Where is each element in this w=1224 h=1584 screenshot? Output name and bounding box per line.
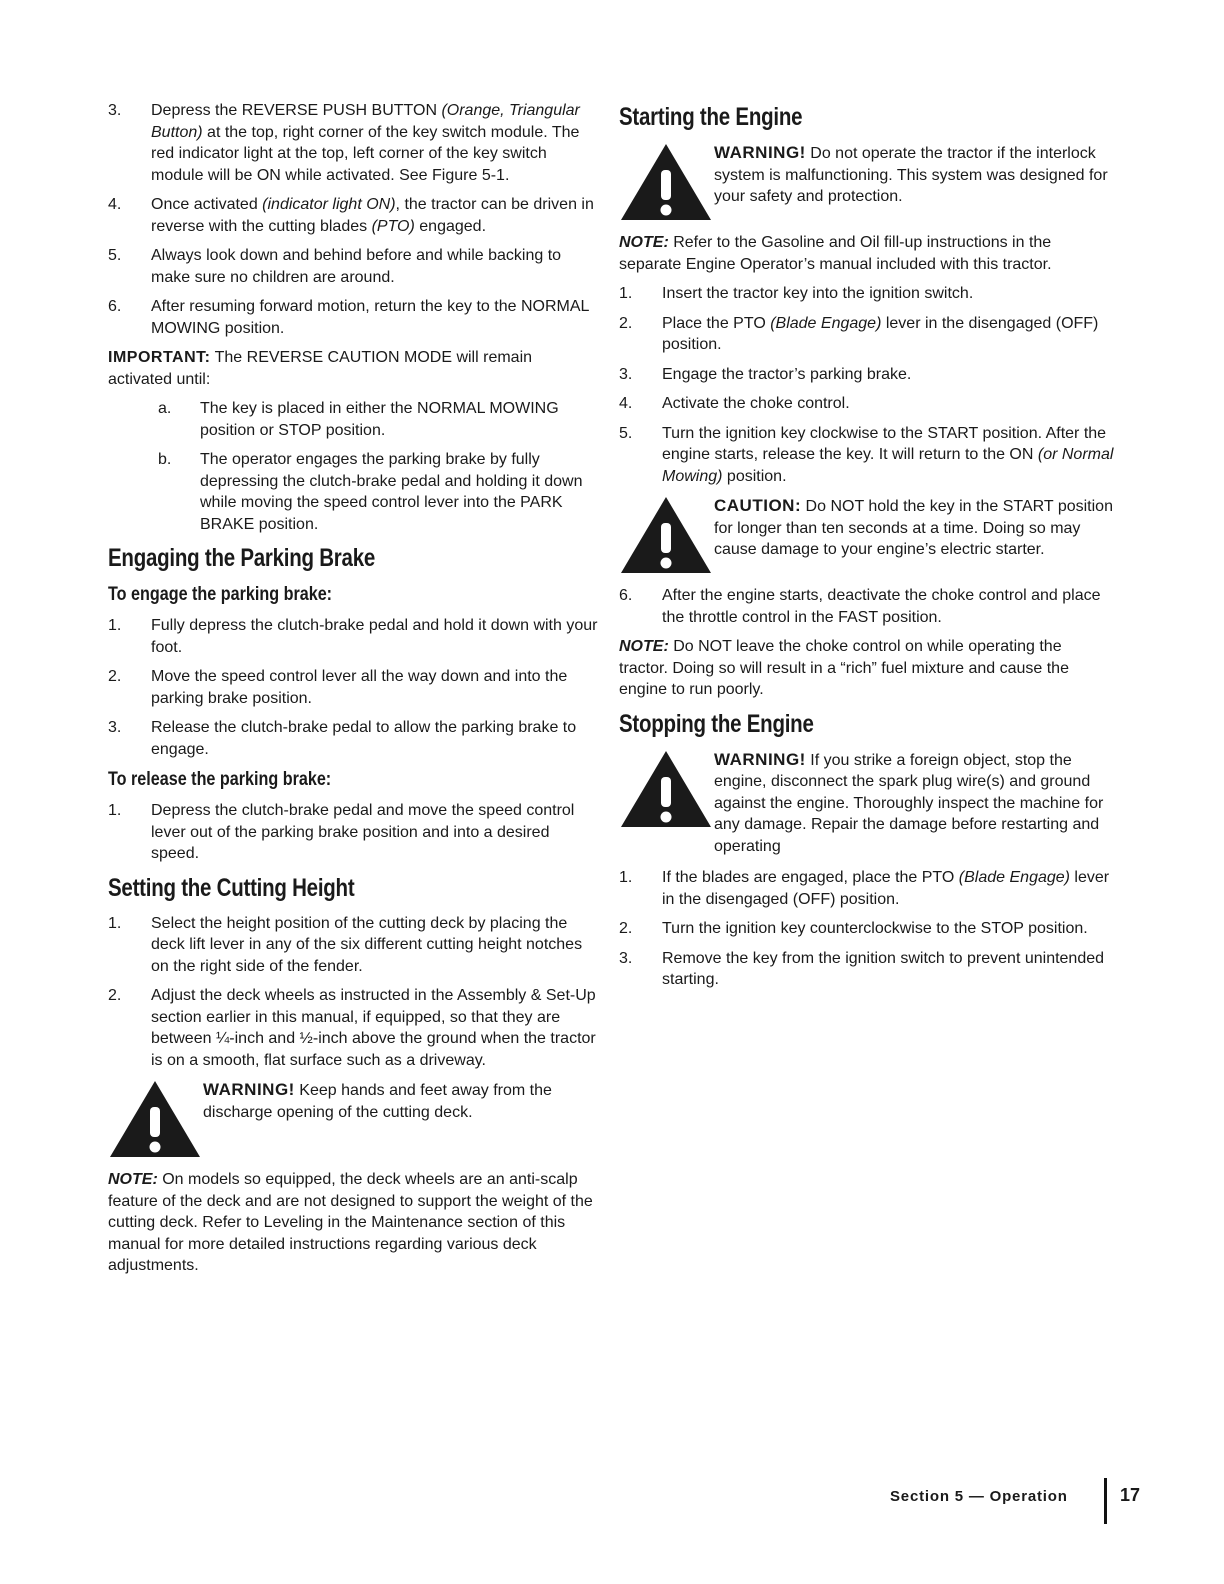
list-item: 5. Turn the ignition key clockwise to the START position. After the engine starts, release the key. It will return to the ON (or Normal Mowing) position. — [619, 424, 1114, 485]
warning-triangle-icon — [108, 1079, 203, 1159]
note-paragraph: NOTE: On models so equipped, the deck wheels are an anti-scalp feature of the deck and are not designed to support the weight of the cutting deck. Refer to Leveling in the Maintenance section of this manual for more detailed instructions regarding various deck adjustments. — [108, 1171, 593, 1274]
list-item: 5. Always look down and behind before and while backing to make sure no children are around. — [108, 247, 562, 286]
important-paragraph: IMPORTANT: The REVERSE CAUTION MODE will remain activated until: — [108, 349, 533, 388]
list-item: 6. After resuming forward motion, return the key to the NORMAL MOWING position. — [108, 298, 589, 337]
list-item: 3. Engage the tractor’s parking brake. — [619, 365, 912, 383]
caution-callout: CAUTION: Do NOT hold the key in the START position for longer than ten seconds at a time. Doing so may cause damage to your engine’s electric starter. — [619, 495, 1114, 575]
list-item: 2. Adjust the deck wheels as instructed in the Assembly & Set-Up section earlier in this manual, if equipped, so that they are between ¼-inch and ½-inch above the ground when the tractor is on a smooth, flat surface such as a driveway. — [108, 987, 596, 1069]
list-item: 2. Place the PTO (Blade Engage) lever in the disengaged (OFF) position. — [619, 314, 1099, 353]
right-column — [619, 100, 1114, 999]
footer-divider — [1104, 1478, 1107, 1524]
warning-triangle-icon — [619, 495, 714, 575]
list-item: b. The operator engages the parking brake by fully depressing the clutch-brake pedal and holding it down while moving the speed control lever into the PARK BRAKE position. — [158, 451, 583, 533]
list-item: 1. Select the height position of the cutting deck by placing the deck lift lever in any of the six different cutting height notches on the right side of the fender. — [108, 914, 583, 975]
list-item: 2. Move the speed control lever all the way down and into the parking brake position. — [108, 668, 568, 707]
list-item: 3. Release the clutch-brake pedal to allow the parking brake to engage. — [108, 719, 577, 758]
warning-callout: WARNING! If you strike a foreign object, stop the engine, disconnect the spark plug wire(s) and ground against the engine. Thoroughly inspect the machine for any damage. Repair the damage before restarting and operating — [619, 749, 1114, 858]
warning-callout: WARNING! Do not operate the tractor if the interlock system is malfunctioning. This system was designed for your safety and protection. — [619, 142, 1114, 222]
list-item: 6. After the engine starts, deactivate the choke control and place the throttle control in the FAST position. — [619, 587, 1101, 626]
list-item: 3. Remove the key from the ignition switch to prevent unintended starting. — [619, 949, 1105, 988]
warning-callout: WARNING! Keep hands and feet away from the discharge opening of the cutting deck. — [108, 1079, 598, 1159]
list-item: 2. Turn the ignition key counterclockwise to the STOP position. — [619, 920, 1088, 937]
page-number: 17 — [1120, 1485, 1141, 1505]
list-item: 1. Depress the clutch-brake pedal and move the speed control lever out of the parking brake position and into a desired speed. — [108, 802, 575, 862]
left-column — [108, 100, 598, 1285]
note-paragraph: NOTE: Do NOT leave the choke control on while operating the tractor. Doing so will result in a “rich” fuel mixture and cause the engine to run poorly. — [619, 638, 1069, 698]
list-item: a. The key is placed in either the NORMAL MOWING position or STOP position. — [158, 400, 559, 439]
heading-cutting-height: Setting the Cutting Height — [108, 873, 355, 902]
list-item: 1. Insert the tractor key into the ignition switch. — [619, 285, 974, 302]
list-item: 4. Once activated (indicator light ON), the tractor can be driven in reverse with the cutting blades (PTO) engaged. — [108, 196, 594, 235]
heading-stopping-engine: Stopping the Engine — [619, 709, 814, 738]
important-sublist — [158, 398, 598, 535]
heading-parking-brake: Engaging the Parking Brake — [108, 544, 376, 572]
subheading-engage-brake: To engage the parking brake: — [108, 584, 333, 605]
list-item: 4. Activate the choke control. — [619, 395, 850, 412]
heading-starting-engine: Starting the Engine — [619, 103, 803, 131]
note-paragraph: NOTE: Refer to the Gasoline and Oil fill-up instructions in the separate Engine Operator’s manual included with this tractor. — [619, 234, 1052, 273]
subheading-release-brake: To release the parking brake: — [108, 769, 332, 790]
list-item: 3. Depress the REVERSE PUSH BUTTON (Orange, Triangular Button) at the top, right corner of the key switch module. The red indicator light at the top, left corner of the key switch module will be ON while activated. See Figure 5-1. — [108, 102, 580, 184]
page-footer — [880, 1478, 1150, 1524]
section-label: Section 5 — Operation — [890, 1488, 1068, 1505]
warning-triangle-icon — [619, 749, 714, 829]
list-item: 1. Fully depress the clutch-brake pedal and hold it down with your foot. — [108, 617, 598, 656]
warning-triangle-icon — [619, 142, 714, 222]
list-item: 1. If the blades are engaged, place the PTO (Blade Engage) lever in the disengaged (OFF) position. — [619, 869, 1110, 908]
